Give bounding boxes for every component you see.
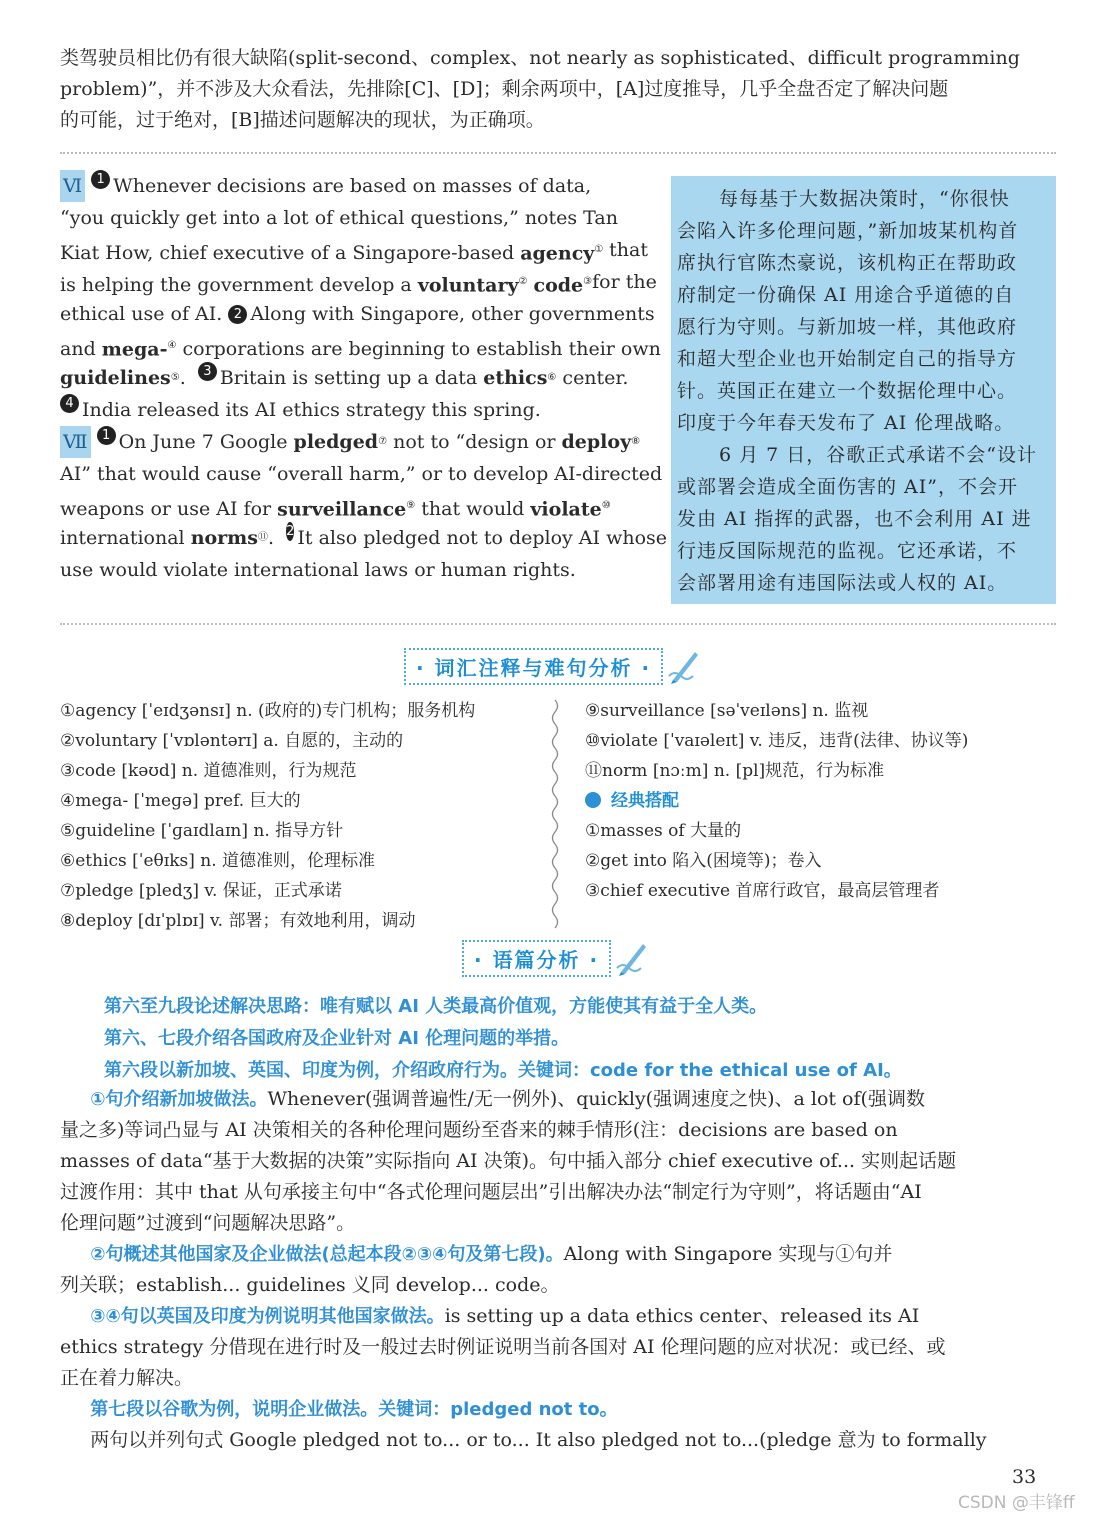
vocab-item: ⑦pledge [pledʒ] v. 保证，正式承诺 xyxy=(60,881,342,901)
vocab-item: ⑨surveillance [səˈveɪləns] n. 监视 xyxy=(585,701,869,721)
keyword-code: code xyxy=(533,274,584,297)
dotted-divider xyxy=(60,152,1056,154)
passage-line: ethical use of AI. 2 Along with Singapore, other governments xyxy=(60,303,655,325)
vocab-list-right xyxy=(585,696,968,906)
analysis-line: 两句以并列句式 Google pledged not to... or to... It also pledged not to...(pledge 意为 to formally xyxy=(90,1429,987,1451)
wavy-divider xyxy=(548,700,562,930)
keyword-violate: violate xyxy=(530,498,602,521)
passage-line: use would violate international laws or human rights. xyxy=(60,559,576,581)
keyword-guidelines: guidelines xyxy=(60,367,171,389)
keyword-mega: mega- xyxy=(101,338,168,361)
paragraph-marker: Ⅶ xyxy=(60,426,91,458)
translation-line: 会陷入许多伦理问题，”新加坡某机构首 xyxy=(677,220,1019,242)
analysis-line: 列关联；establish... guidelines 义同 develop... code。 xyxy=(60,1274,560,1296)
translation-line: 发由 AI 指挥的武器，也不会利用 AI 进 xyxy=(677,508,1032,530)
vocab-item: ②voluntary [ˈvɒləntərɪ] a. 自愿的，主动的 xyxy=(60,731,404,751)
passage-line: guidelines ⑤ . 3 Britain is setting up a data ethics ⑥ center. xyxy=(60,362,648,394)
analysis-heading-label: · 语篇分析 · xyxy=(462,940,611,977)
vocab-item: ①agency [ˈeɪdʒənsɪ] n. (政府的)专门机构；服务机构 xyxy=(60,701,476,721)
vocab-item: ⑪norm [nɔːm] n. [pl]规范，行为标准 xyxy=(585,761,885,781)
vocab-item: ⑤guideline [ˈɡaɪdlaɪn] n. 指导方针 xyxy=(60,821,344,841)
collocation-item: ③chief executive 首席行政官，最高层管理者 xyxy=(585,881,940,901)
analysis-line: ethics strategy 分借现在进行时及一般过去时例证说明当前各国对 AI 伦理问题的应对状况：或已经、或 xyxy=(60,1336,946,1358)
pen-icon xyxy=(615,938,649,978)
keyword-surveillance: surveillance xyxy=(277,498,407,521)
analysis-line: ③④句以英国及印度为例说明其他国家做法。is setting up a data ethics center、released its AI xyxy=(90,1305,920,1327)
analysis-line xyxy=(60,1394,1056,1425)
passage-line: and mega-④ corporations are beginning to establish their own xyxy=(60,338,661,361)
sentence-number-1: 1 xyxy=(91,170,110,189)
vocab-item: ③code [kəʊd] n. 道德准则，行为规范 xyxy=(60,761,357,781)
analysis-line: ②句概述其他国家及企业做法(总起本段②③④句及第七段)。Along with Singapore 实现与①句并 xyxy=(90,1243,893,1265)
passage-line: is helping the government develop a voluntary② code③ for the xyxy=(60,271,657,297)
vocab-item: ④mega- [ˈmeɡə] pref. 巨大的 xyxy=(60,791,301,811)
passage-line: 4 India released its AI ethics strategy this spring. xyxy=(60,394,648,426)
collocation-item: ①masses of 大量的 xyxy=(585,821,742,841)
translation-line: 行违反国际规范的监视。它还承诺，不 xyxy=(677,540,1018,562)
translation-line: 和超大型企业也开始制定自己的指导方 xyxy=(677,348,1018,370)
pen-icon xyxy=(667,646,701,686)
passage-line: AI” that would cause “overall harm,” or to develop AI-directed xyxy=(60,463,663,485)
translation-line: 愿行为守则。与新加坡一样，其他政府 xyxy=(677,316,1018,338)
translation-line: 6 月 7 日，谷歌正式承诺不会“设计 xyxy=(719,444,1038,466)
analysis-label: ③④句以英国及印度为例说明其他国家做法。 xyxy=(90,1306,445,1327)
vocab-section-heading xyxy=(404,646,701,686)
analysis-heading-2: 第六、七段介绍各国政府及企业针对 AI 伦理问题的举措。 xyxy=(104,1028,570,1049)
passage-line: “you quickly get into a lot of ethical questions,” notes Tan xyxy=(60,207,618,229)
passage-line: Ⅶ 1 On June 7 Google pledged ⑦ not to “design or deploy ⑧ xyxy=(60,426,648,458)
translation-line: 印度于今年春天发布了 AI 伦理战略。 xyxy=(677,412,1015,434)
translation-line: 每每基于大数据决策时，“你很快 xyxy=(719,188,1010,210)
translation-line: 或部署会造成全面伤害的 AI”，不会开 xyxy=(677,476,1018,498)
analysis-line: 伦理问题”过渡到“问题解决思路”。 xyxy=(60,1212,356,1234)
watermark: CSDN @丰锋ff xyxy=(958,1493,1075,1513)
analysis-section-heading xyxy=(462,938,649,978)
translation-line: 会部署用途有违国际法或人权的 AI。 xyxy=(677,572,1008,594)
english-passage xyxy=(60,170,667,586)
keyword-agency: agency xyxy=(520,242,595,265)
bullet-dot-icon xyxy=(585,792,601,808)
passage-line: Kiat How, chief executive of a Singapore-based agency① that xyxy=(60,239,648,265)
vocab-item: ⑥ethics [ˈeθɪks] n. 道德准则，伦理标准 xyxy=(60,851,376,871)
intro-line: problem)”，并不涉及大众看法，先排除[C]、[D]；剩余两项中，[A]过度推导，几乎全盘否定了解决问题 xyxy=(60,78,949,100)
page-number: 33 xyxy=(1012,1466,1037,1488)
translation-box xyxy=(671,176,1056,604)
translation-line: 席执行官陈杰豪说，该机构正在帮助政 xyxy=(677,252,1018,274)
analysis-line: 量之多)等词凸显与 AI 决策相关的各种伦理问题纷至沓来的棘手情形(注：decisions are based on xyxy=(60,1119,898,1141)
vocab-item: ⑩violate [ˈvaɪəleɪt] v. 违反，违背(法律、协议等) xyxy=(585,731,969,751)
analysis-heading-4: 第七段以谷歌为例，说明企业做法。关键词：pledged not to。 xyxy=(90,1399,618,1420)
dotted-divider xyxy=(60,623,1056,625)
intro-paragraph xyxy=(60,43,1020,136)
analysis-line: 正在着力解决。 xyxy=(60,1367,194,1389)
analysis-heading-1: 第六至九段论述解决思路：唯有赋以 AI 人类最高价值观，方能使其有益于全人类。 xyxy=(104,996,768,1017)
analysis-label: ②句概述其他国家及企业做法(总起本段②③④句及第七段)。 xyxy=(90,1244,564,1265)
translation-line: 府制定一份确保 AI 用途合乎道德的自 xyxy=(677,284,1015,306)
passage-line: international norms ⑪ . 2 It also pledged not to deploy AI whose xyxy=(60,522,648,554)
translation-line: 针。英国正在建立一个数据伦理中心。 xyxy=(677,380,1018,402)
vocab-item: ⑧deploy [dɪˈplɒɪ] v. 部署；有效地利用，调动 xyxy=(60,911,416,931)
keyword-norms: norms xyxy=(190,527,258,549)
analysis-label: ①句介绍新加坡做法。 xyxy=(90,1089,268,1110)
paragraph-marker: Ⅵ xyxy=(60,170,85,202)
collocation-item: ②get into 陷入(困境等)；卷入 xyxy=(585,851,822,871)
collocation-heading: 经典搭配 xyxy=(585,786,968,816)
analysis-line: 过渡作用：其中 that 从句承接主句中“各式伦理问题层出”引出解决办法“制定行为守则”，将话题由“AI xyxy=(60,1181,922,1203)
analysis-line: ①句介绍新加坡做法。Whenever(强调普遍性/无一例外)、quickly(强调速度之快)、a lot of(强调数 xyxy=(90,1088,925,1110)
vocab-heading-label: · 词汇注释与难句分析 · xyxy=(404,648,663,685)
analysis-body xyxy=(60,1084,1056,1456)
analysis-line: masses of data“基于大数据的决策”实际指向 AI 决策)。句中插入部分 chief executive of... 实则起话题 xyxy=(60,1150,957,1172)
passage-line: weapons or use AI for surveillance⑨ that would violate⑩ xyxy=(60,498,611,521)
analysis-heading-3: 第六段以新加坡、英国、印度为例，介绍政府行为。关键词：code for the ethical use of AI。 xyxy=(104,1060,902,1081)
intro-line: 的可能，过于绝对，[B]描述问题解决的现状，为正确项。 xyxy=(60,109,545,131)
keyword-ethics: ethics xyxy=(483,367,548,389)
keyword-pledged: pledged xyxy=(293,431,379,453)
keyword-voluntary: voluntary xyxy=(417,274,519,297)
passage-line: Ⅵ 1 Whenever decisions are based on masses of data, xyxy=(60,170,648,202)
intro-line: 类驾驶员相比仍有很大缺陷(split-second、complex、not nearly as sophisticated、difficult programming xyxy=(60,47,1020,69)
vocab-list-left xyxy=(60,696,475,936)
keyword-deploy: deploy xyxy=(561,431,632,453)
